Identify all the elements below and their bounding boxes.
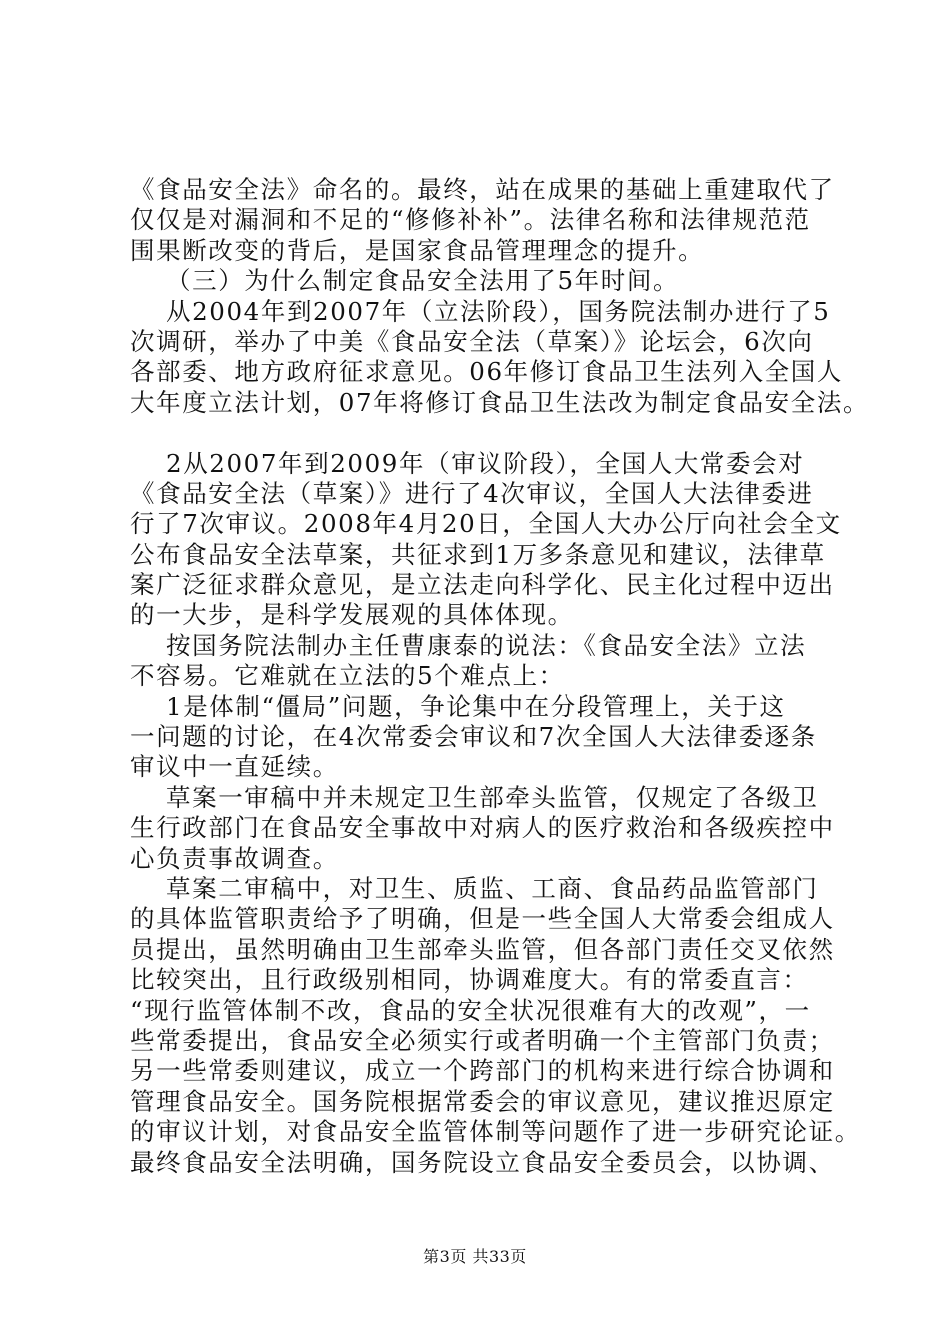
text-line: 比较突出，且行政级别相同，协调难度大。有的常委直言：: [130, 965, 809, 995]
paragraph: [130, 266, 850, 296]
text-line: 围果断改变的背后，是国家食品管理理念的提升。: [130, 235, 705, 265]
paragraph: [130, 783, 850, 874]
blank-line: [130, 418, 850, 448]
text-line: 的具体监管职责给予了明确，但是一些全国人大常委会组成人: [130, 904, 835, 934]
text-line: 大年度立法计划，07年将修订食品卫生法改为制定食品安全法。: [130, 387, 870, 417]
text-line: 不容易。它难就在立法的5个难点上：: [130, 661, 565, 691]
text-line: 审议中一直延续。: [130, 752, 339, 782]
text-line: “现行监管体制不改，食品的安全状况很难有大的改观”，一: [130, 995, 811, 1025]
text-line: 1是体制“僵局”问题，争论集中在分段管理上，关于这: [166, 691, 786, 721]
text-line: 仅仅是对漏洞和不足的“修修补补”。法律名称和法律规范范: [130, 205, 811, 235]
text-line: 案广泛征求群众意见，是立法走向科学化、民主化过程中迈出: [130, 570, 835, 600]
text-line: 各部委、地方政府征求意见。06年修订食品卫生法列入全国人: [130, 357, 843, 387]
document-body: [130, 175, 870, 1178]
page-footer: [0, 1244, 950, 1267]
text-line: 生行政部门在食品安全事故中对病人的医疗救治和各级疾控中: [130, 813, 835, 843]
text-line: 草案一审稿中并未规定卫生部牵头监管，仅规定了各级卫: [166, 782, 819, 812]
text-line: 员提出，虽然明确由卫生部牵头监管，但各部门责任交叉依然: [130, 934, 835, 964]
paragraph: [130, 175, 850, 266]
text-line: 公布食品安全法草案，共征求到1万多条意见和建议，法律草: [130, 539, 826, 569]
text-line: 的审议计划，对食品安全监管体制等问题作了进一步研究论证。: [130, 1117, 861, 1147]
text-line: 从2004年到2007年（立法阶段），国务院法制办进行了5: [166, 296, 831, 326]
text-line: 一问题的讨论，在4次常委会审议和7次全国人大法律委逐条: [130, 722, 817, 752]
text-line: 《食品安全法》命名的。最终，站在成果的基础上重建取代了: [130, 175, 835, 204]
text-line: 最终食品安全法明确，国务院设立食品安全委员会，以协调、: [130, 1147, 835, 1177]
paragraph: [130, 449, 850, 631]
text-line: 另一些常委则建议，成立一个跨部门的机构来进行综合协调和: [130, 1056, 835, 1086]
text-line: 管理食品安全。国务院根据常委会的审议意见，建议推迟原定: [130, 1086, 835, 1116]
text-line: 次调研，举办了中美《食品安全法（草案）》论坛会，6次向: [130, 326, 814, 356]
paragraph: [130, 296, 870, 419]
text-line: （三）为什么制定食品安全法用了5年时间。: [166, 266, 680, 296]
paragraph: [130, 692, 850, 783]
text-line: 《食品安全法（草案）》进行了4次审议，全国人大法律委进: [130, 478, 814, 508]
text-line: 草案二审稿中，对卫生、质监、工商、食品药品监管部门: [166, 873, 819, 903]
text-line: 心负责事故调查。: [130, 843, 339, 873]
paragraph: [130, 631, 850, 692]
text-line: 2从2007年到2009年（审议阶段），全国人大常委会对: [166, 448, 805, 478]
page-number: 第3页 共33页: [423, 1247, 527, 1266]
paragraph: [130, 873, 861, 1178]
text-line: 按国务院法制办主任曹康泰的说法：《食品安全法》立法: [166, 630, 807, 660]
text-line: 些常委提出，食品安全必须实行或者明确一个主管部门负责；: [130, 1025, 835, 1055]
text-line: 的一大步，是科学发展观的具体体现。: [130, 600, 574, 630]
text-line: 行了7次审议。2008年4月20日，全国人大办公厅向社会全文: [130, 509, 842, 539]
